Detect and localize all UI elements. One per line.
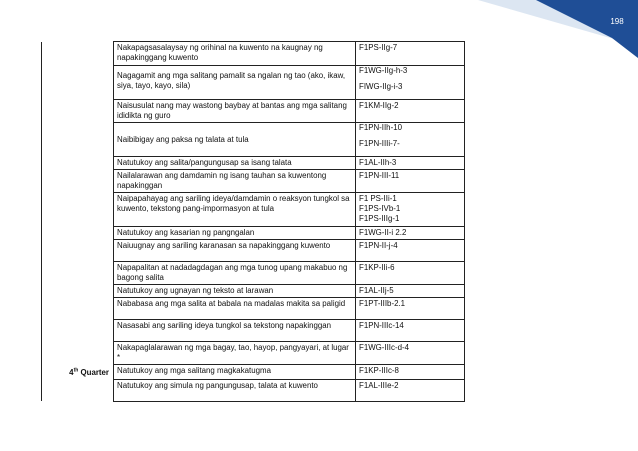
- table-row: [42, 66, 465, 100]
- code-cell: F1WG-II-i 2.2: [356, 227, 465, 240]
- competency-cell: Natutukoy ang ugnayan ng teksto at larawan: [114, 285, 356, 298]
- code-cell: F1KM-IIg-2: [356, 100, 465, 123]
- quarter-cell: [42, 227, 114, 240]
- competency-cell: Nakapagsasalaysay ng orihinal na kuwento na kaugnay ng napakinggang kuwento: [114, 42, 356, 66]
- quarter-cell: [42, 42, 114, 66]
- competency-cell: Napapalitan at nadadagdagan ang mga tunog upang makabuo ng bagong salita: [114, 262, 356, 285]
- code-cell: F1PS-IIg-7: [356, 42, 465, 66]
- curriculum-table: [41, 41, 465, 402]
- quarter-cell: [42, 123, 114, 157]
- quarter-cell: [42, 240, 114, 262]
- table-row: [42, 227, 465, 240]
- table-row: [42, 298, 465, 320]
- competency-cell: Natutukoy ang salita/pangungusap sa isang talata: [114, 157, 356, 170]
- competency-cell: Natutukoy ang simula ng pangungusap, talata at kuwento: [114, 379, 356, 401]
- table-row: [42, 379, 465, 401]
- competency-cell: Nailalarawan ang damdamin ng isang tauhan sa kuwentong napakinggan: [114, 170, 356, 193]
- table-row: [42, 342, 465, 365]
- table-row: [42, 285, 465, 298]
- code-cell: F1PN-III-11: [356, 170, 465, 193]
- quarter-cell: [42, 170, 114, 193]
- competency-cell: Naibibigay ang paksa ng talata at tula: [114, 123, 356, 157]
- quarter-cell: [42, 365, 114, 380]
- code-cell: F1 PS-IIi-1 F1PS-IVb-1 F1PS-IIIg-1: [356, 193, 465, 227]
- competency-cell: Natutukoy ang kasarian ng pangngalan: [114, 227, 356, 240]
- table-row: [42, 157, 465, 170]
- table-row: [42, 123, 465, 157]
- quarter-cell: [42, 285, 114, 298]
- quarter-cell: [42, 157, 114, 170]
- page-number: 198: [610, 17, 624, 26]
- competency-cell: Naisusulat nang may wastong baybay at bantas ang mga salitang ididikta ng guro: [114, 100, 356, 123]
- code-cell: F1PN-II-j-4: [356, 240, 465, 262]
- table-row: [42, 240, 465, 262]
- quarter-label: 4th Quarter: [69, 367, 109, 378]
- table-row: [42, 365, 465, 380]
- code-cell: F1PN-IIIc-14: [356, 320, 465, 342]
- quarter-cell: [42, 342, 114, 365]
- competency-cell: Nakapaglalarawan ng mga bagay, tao, hayop, pangyayari, at lugar *: [114, 342, 356, 365]
- code-cell: F1PT-IIIb-2.1: [356, 298, 465, 320]
- code-cell: F1AL-IIh-3: [356, 157, 465, 170]
- table-row: [42, 170, 465, 193]
- table-row: [42, 100, 465, 123]
- code-cell: F1PN-IIh-10 F1PN-IIIi-7-: [356, 123, 465, 157]
- code-cell: F1AL-IIj-5: [356, 285, 465, 298]
- table-row: [42, 193, 465, 227]
- competency-cell: Nasasabi ang sariling ideya tungkol sa tekstong napakinggan: [114, 320, 356, 342]
- quarter-cell: [42, 193, 114, 227]
- code-cell: F1AL-IIIe-2: [356, 379, 465, 401]
- code-cell: F1KP-IIIc-8: [356, 365, 465, 380]
- quarter-cell: [42, 379, 114, 401]
- table-row: [42, 262, 465, 285]
- competency-cell: Nababasa ang mga salita at babala na madalas makita sa paligid: [114, 298, 356, 320]
- quarter-cell: [42, 66, 114, 100]
- quarter-cell: [42, 262, 114, 285]
- competency-cell: Nagagamit ang mga salitang pamalit sa ngalan ng tao (ako, ikaw, siya, tayo, kayo, sila): [114, 66, 356, 100]
- quarter-cell: [42, 298, 114, 320]
- competency-cell: Naiuugnay ang sariling karanasan sa napakinggang kuwento: [114, 240, 356, 262]
- table-row: [42, 42, 465, 66]
- quarter-cell: [42, 320, 114, 342]
- quarter-cell: [42, 100, 114, 123]
- competency-cell: Natutukoy ang mga salitang magkakatugma: [114, 365, 356, 380]
- code-cell: F1WG-IIIc-d-4: [356, 342, 465, 365]
- code-cell: F1KP-IIi-6: [356, 262, 465, 285]
- competency-cell: Naipapahayag ang sariling ideya/damdamin o reaksyon tungkol sa kuwento, tekstong pang-impormasyon at tula: [114, 193, 356, 227]
- table-row: [42, 320, 465, 342]
- code-cell: F1WG-IIg-h-3 FIWG-IIg-i-3: [356, 66, 465, 100]
